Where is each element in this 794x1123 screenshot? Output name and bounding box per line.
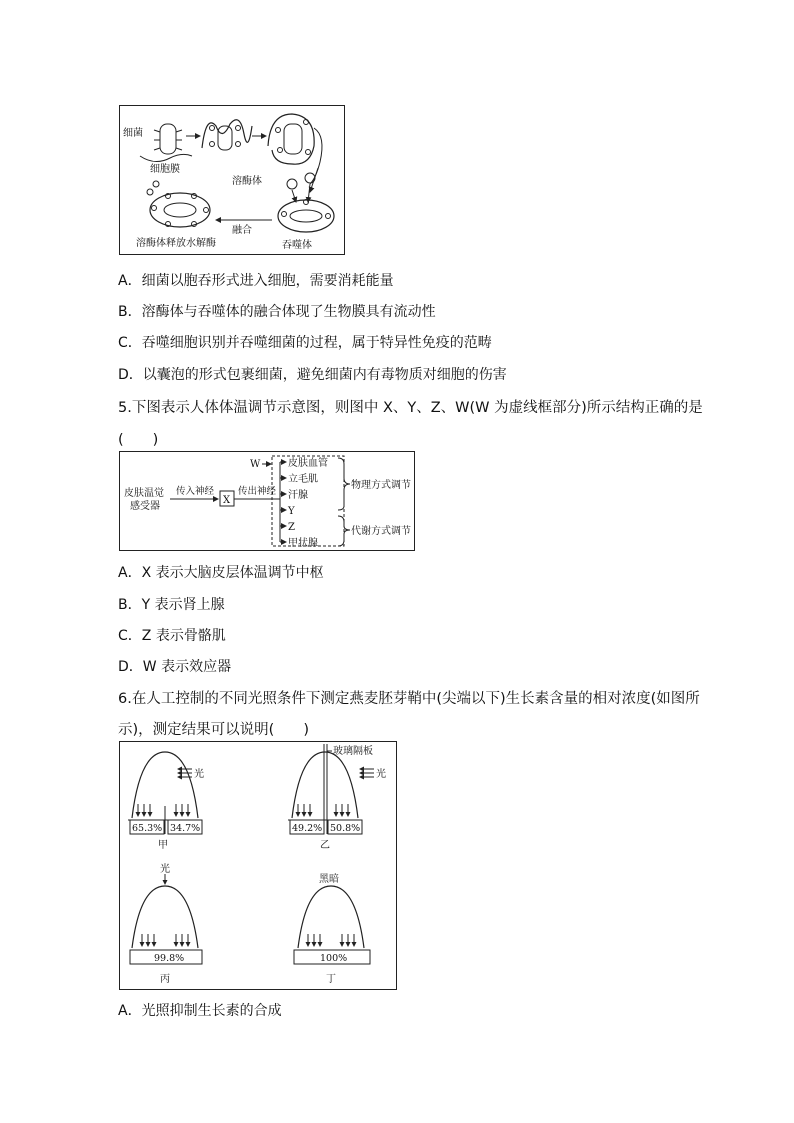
glass-label: 玻璃隔板 [333, 746, 373, 757]
q6-option-a[interactable]: A．光照抑制生长素的合成 [118, 1003, 282, 1019]
q4-option-b[interactable]: B．溶酶体与吞噬体的融合体现了生物膜具有流动性 [118, 304, 436, 320]
receptor-label-2: 感受器 [130, 501, 160, 512]
ding-value: 100% [320, 953, 348, 964]
effector-item: 汗腺 [288, 490, 308, 501]
thermoregulation-figure [119, 451, 415, 551]
label-phagosome: 吞噬体 [282, 240, 312, 251]
w-label: W [250, 459, 261, 470]
q4-option-c[interactable]: C．吞噬细胞识别并吞噬细菌的过程，属于特异性免疫的范畴 [118, 335, 492, 351]
x-label: X [223, 495, 231, 506]
q4-option-d[interactable]: D．以囊泡的形式包裹细菌，避免细菌内有毒物质对细胞的伤害 [118, 367, 507, 383]
effector-item: Y [288, 506, 295, 517]
label-lysosome: 溶酶体 [232, 176, 262, 187]
light-label: 光 [160, 864, 170, 875]
afferent-label: 传入神经 [176, 486, 215, 497]
label-release: 溶酶体释放水解酶 [136, 238, 216, 249]
jia-right-value: 34.7% [170, 823, 201, 834]
light-label: 光 [194, 769, 204, 780]
q6-stem-line1: 6.在人工控制的不同光照条件下测定燕麦胚芽鞘中(尖端以下)生长素含量的相对浓度(如图所 [118, 691, 700, 707]
light-label: 光 [376, 769, 386, 780]
efferent-label: 传出神经 [238, 486, 277, 497]
q5-option-b[interactable]: B．Y 表示肾上腺 [118, 597, 225, 613]
effector-item: Z [288, 522, 295, 533]
label-fusion: 融合 [232, 225, 252, 236]
label-membrane: 细胞膜 [150, 164, 180, 175]
physical-regulation-label: 物理方式调节 [351, 480, 411, 491]
q4-option-a[interactable]: A．细菌以胞吞形式进入细胞，需要消耗能量 [118, 273, 394, 289]
receptor-label-1: 皮肤温觉 [124, 488, 164, 499]
yi-left-value: 49.2% [292, 823, 323, 834]
q5-option-a[interactable]: A．X 表示大脑皮层体温调节中枢 [118, 565, 324, 581]
effector-item: 皮肤血管 [288, 458, 328, 469]
jia-left-value: 65.3% [132, 823, 163, 834]
effector-item: 甲状腺 [288, 538, 318, 549]
metabolic-regulation-label: 代谢方式调节 [351, 526, 411, 537]
dark-label: 黑暗 [319, 874, 339, 885]
q5-stem-line2: ( ) [118, 432, 159, 448]
yi-label: 乙 [320, 840, 330, 851]
q5-option-c[interactable]: C．Z 表示骨骼肌 [118, 628, 226, 644]
coleoptile-figure [119, 741, 397, 990]
phagocytosis-figure [119, 105, 345, 255]
q5-stem-line1: 5.下图表示人体体温调节示意图，则图中 X、Y、Z、W(W 为虚线框部分)所示结构正确的是 [118, 400, 703, 416]
effector-item: 立毛肌 [288, 474, 318, 485]
q6-stem-line2: 示)，测定结果可以说明( ) [118, 722, 309, 738]
q5-option-d[interactable]: D．W 表示效应器 [118, 659, 232, 675]
bing-value: 99.8% [154, 953, 185, 964]
yi-right-value: 50.8% [330, 823, 361, 834]
jia-label: 甲 [158, 840, 168, 851]
label-bacteria: 细菌 [123, 128, 143, 139]
bacterium-icon [154, 124, 182, 154]
ding-label: 丁 [326, 974, 336, 985]
bing-label: 丙 [160, 974, 170, 985]
